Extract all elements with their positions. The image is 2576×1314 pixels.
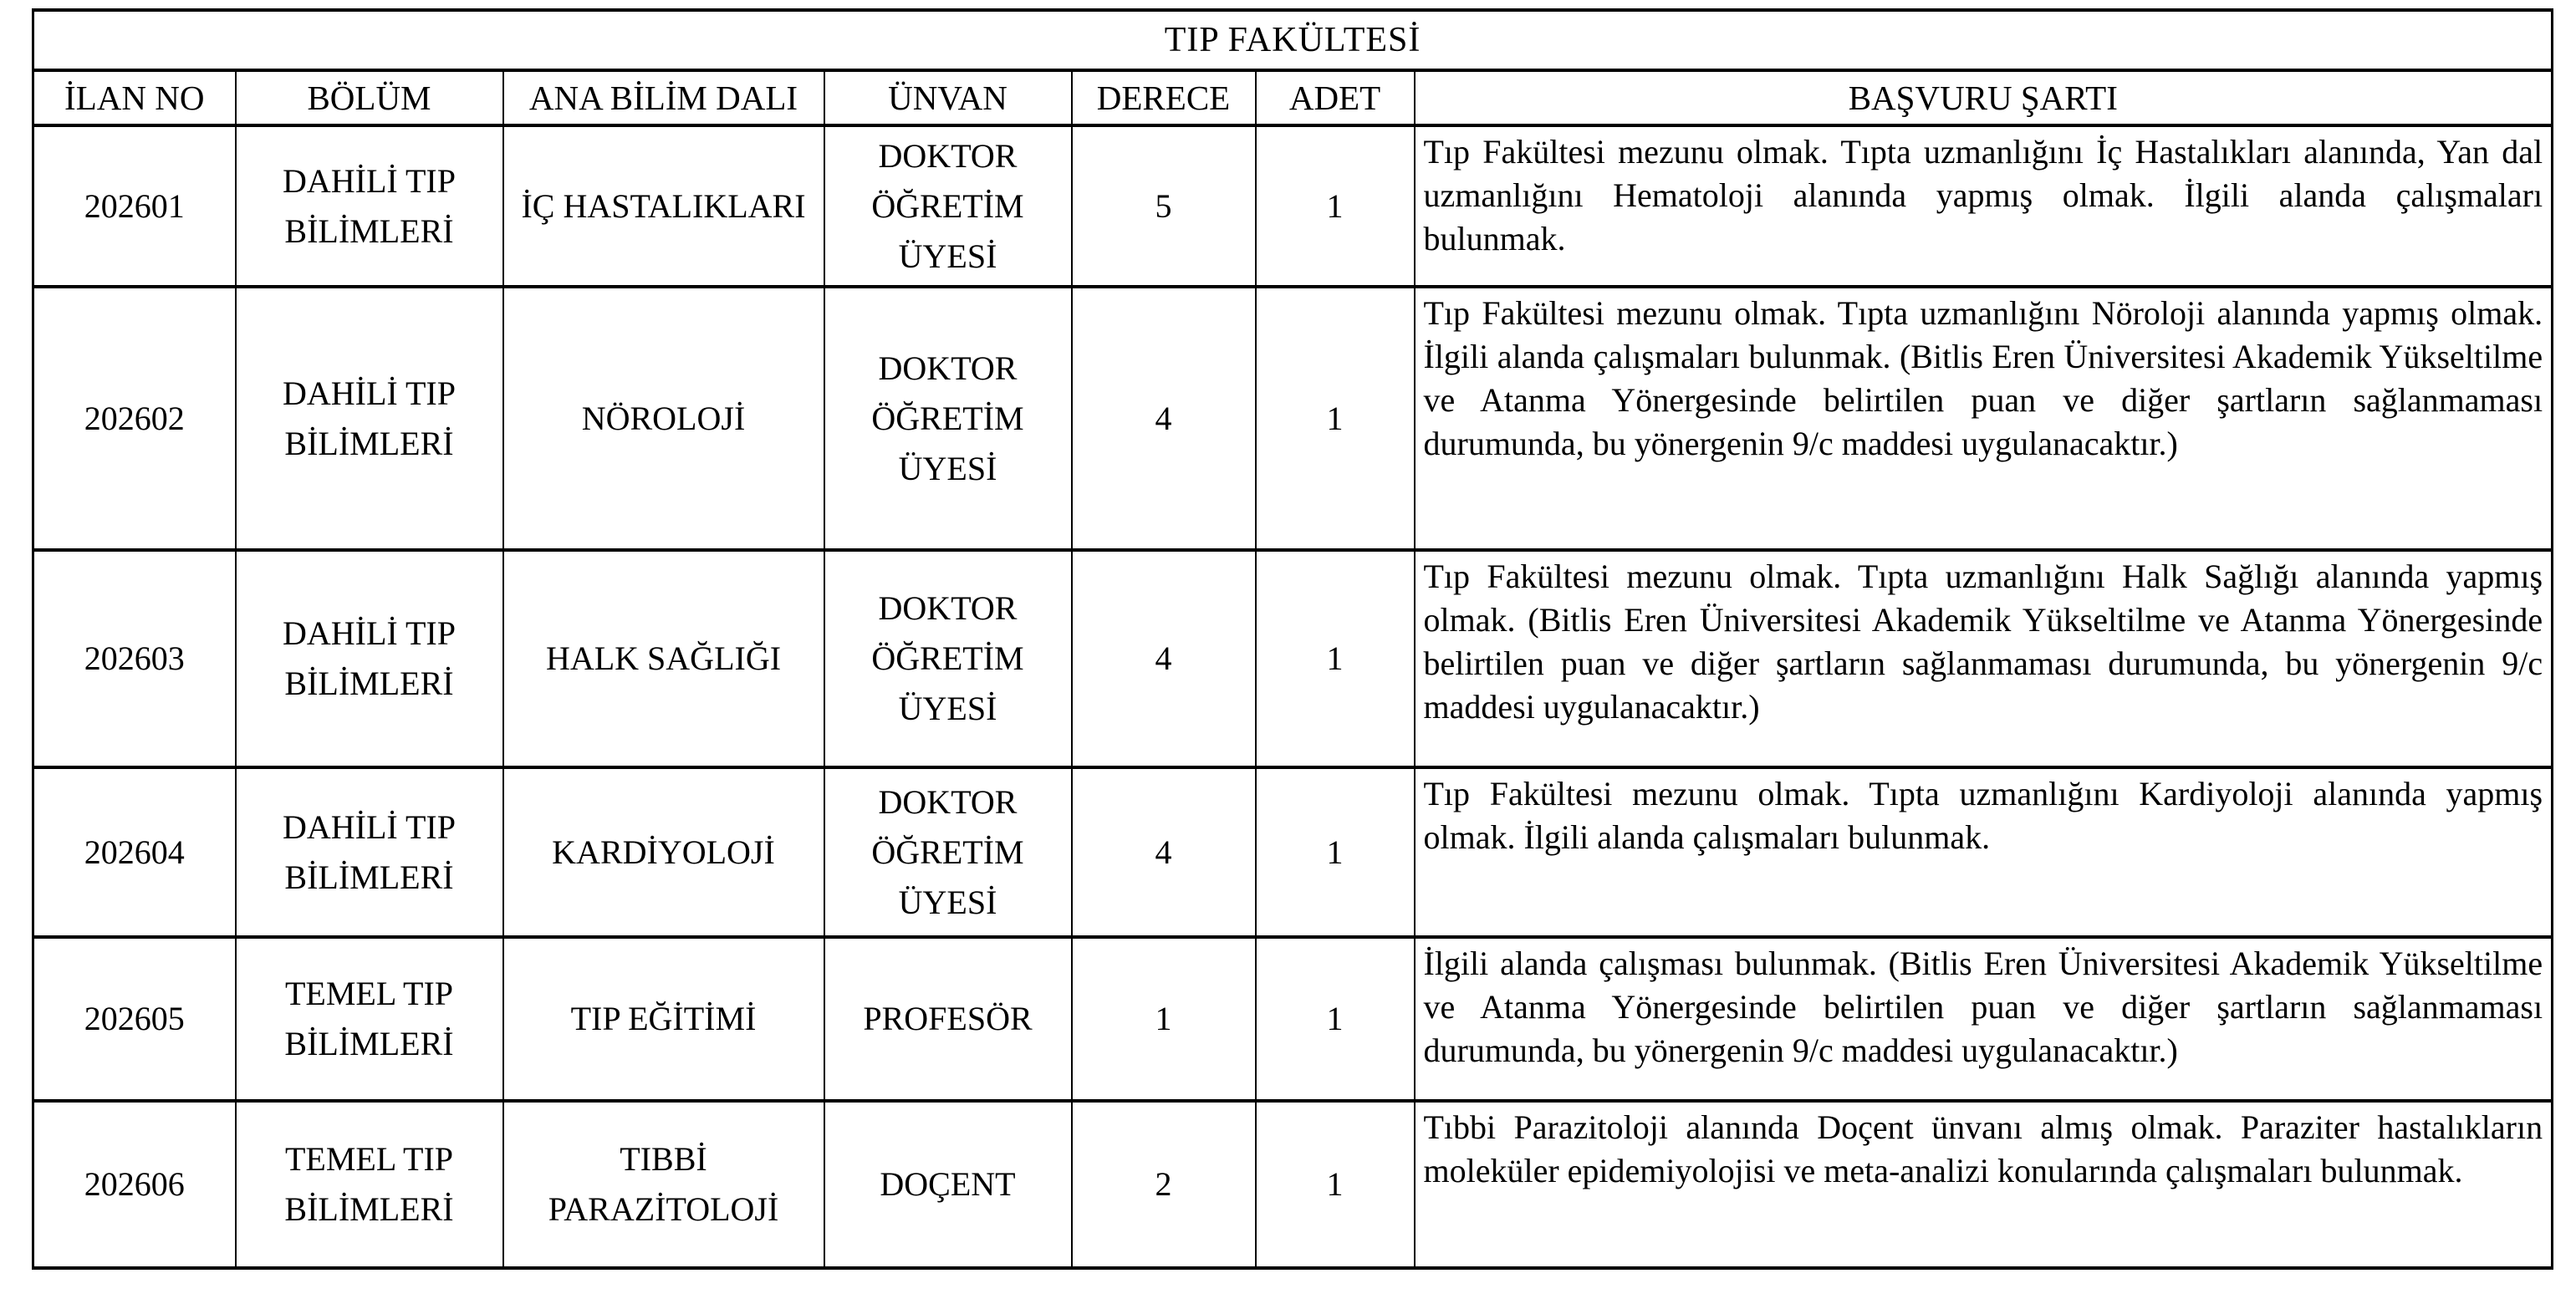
cell-bolum: DAHİLİ TIP BİLİMLERİ <box>236 287 503 550</box>
cell-unvan: DOKTOR ÖĞRETİM ÜYESİ <box>824 767 1072 937</box>
cell-derece: 1 <box>1072 937 1256 1101</box>
cell-adet: 1 <box>1256 125 1415 287</box>
column-header-basvuru-sarti: BAŞVURU ŞARTI <box>1415 70 2553 125</box>
column-header-ana-bilim-dali: ANA BİLİM DALI <box>503 70 824 125</box>
table-title-row <box>33 10 2553 70</box>
cell-adet: 1 <box>1256 550 1415 767</box>
cell-bolum: DAHİLİ TIP BİLİMLERİ <box>236 767 503 937</box>
cell-ilan-no: 202604 <box>33 767 236 937</box>
column-header-derece: DERECE <box>1072 70 1256 125</box>
cell-ilan-no: 202606 <box>33 1101 236 1268</box>
column-header-bolum: BÖLÜM <box>236 70 503 125</box>
cell-ilan-no: 202602 <box>33 287 236 550</box>
table-row <box>33 937 2553 1101</box>
cell-basvuru-sarti: İlgili alanda çalışması bulunmak. (Bitlis Eren Üniversitesi Akademik Yükseltilme ve Atanma Yönergesinde belirtilen puan ve diğer şartların sağlanmaması durumunda, bu yönergenin 9/c maddesi uygulanacaktır.) <box>1415 937 2553 1101</box>
table-header-row <box>33 70 2553 125</box>
table-row <box>33 125 2553 287</box>
cell-bolum: DAHİLİ TIP BİLİMLERİ <box>236 550 503 767</box>
cell-ana-bilim-dali: NÖROLOJİ <box>503 287 824 550</box>
cell-unvan: DOÇENT <box>824 1101 1072 1268</box>
column-header-ilan-no: İLAN NO <box>33 70 236 125</box>
table-row <box>33 1101 2553 1268</box>
cell-derece: 5 <box>1072 125 1256 287</box>
cell-basvuru-sarti: Tıp Fakültesi mezunu olmak. Tıpta uzmanlığını Kardiyoloji alanında yapmış olmak. İlgili alanda çalışmaları bulunmak. <box>1415 767 2553 937</box>
table-row <box>33 550 2553 767</box>
cell-unvan: DOKTOR ÖĞRETİM ÜYESİ <box>824 287 1072 550</box>
column-header-unvan: ÜNVAN <box>824 70 1072 125</box>
cell-derece: 2 <box>1072 1101 1256 1268</box>
cell-unvan: DOKTOR ÖĞRETİM ÜYESİ <box>824 550 1072 767</box>
cell-adet: 1 <box>1256 937 1415 1101</box>
cell-bolum: TEMEL TIP BİLİMLERİ <box>236 937 503 1101</box>
cell-ana-bilim-dali: TIP EĞİTİMİ <box>503 937 824 1101</box>
cell-ilan-no: 202601 <box>33 125 236 287</box>
cell-ana-bilim-dali: HALK SAĞLIĞI <box>503 550 824 767</box>
cell-ilan-no: 202605 <box>33 937 236 1101</box>
cell-basvuru-sarti: Tıp Fakültesi mezunu olmak. Tıpta uzmanlığını Halk Sağlığı alanında yapmış olmak. (Bitlis Eren Üniversitesi Akademik Yükseltilme ve Atanma Yönergesinde belirtilen puan ve diğer şartların sağlanmaması durumunda, bu yönergenin 9/c maddesi uygulanacaktır.) <box>1415 550 2553 767</box>
cell-ana-bilim-dali: İÇ HASTALIKLARI <box>503 125 824 287</box>
cell-ana-bilim-dali: KARDİYOLOJİ <box>503 767 824 937</box>
cell-adet: 1 <box>1256 1101 1415 1268</box>
cell-unvan: DOKTOR ÖĞRETİM ÜYESİ <box>824 125 1072 287</box>
faculty-positions-table <box>32 8 2553 1270</box>
cell-bolum: DAHİLİ TIP BİLİMLERİ <box>236 125 503 287</box>
cell-unvan: PROFESÖR <box>824 937 1072 1101</box>
cell-adet: 1 <box>1256 287 1415 550</box>
cell-derece: 4 <box>1072 287 1256 550</box>
cell-derece: 4 <box>1072 550 1256 767</box>
cell-bolum: TEMEL TIP BİLİMLERİ <box>236 1101 503 1268</box>
cell-adet: 1 <box>1256 767 1415 937</box>
table-row <box>33 767 2553 937</box>
cell-basvuru-sarti: Tıp Fakültesi mezunu olmak. Tıpta uzmanlığını İç Hastalıkları alanında, Yan dal uzmanlığını Hematoloji alanında yapmış olmak. İlgili alanda çalışmaları bulunmak. <box>1415 125 2553 287</box>
table-title: TIP FAKÜLTESİ <box>33 10 2553 70</box>
table-row <box>33 287 2553 550</box>
cell-basvuru-sarti: Tıp Fakültesi mezunu olmak. Tıpta uzmanlığını Nöroloji alanında yapmış olmak. İlgili alanda çalışmaları bulunmak. (Bitlis Eren Üniversitesi Akademik Yükseltilme ve Atanma Yönergesinde belirtilen puan ve diğer şartların sağlanmaması durumunda, bu yönergenin 9/c maddesi uygulanacaktır.) <box>1415 287 2553 550</box>
column-header-adet: ADET <box>1256 70 1415 125</box>
cell-ilan-no: 202603 <box>33 550 236 767</box>
cell-basvuru-sarti: Tıbbi Parazitoloji alanında Doçent ünvanı almış olmak. Paraziter hastalıkların moleküler epidemiyolojisi ve meta-analizi konularında çalışmaları bulunmak. <box>1415 1101 2553 1268</box>
cell-ana-bilim-dali: TIBBİ PARAZİTOLOJİ <box>503 1101 824 1268</box>
cell-derece: 4 <box>1072 767 1256 937</box>
